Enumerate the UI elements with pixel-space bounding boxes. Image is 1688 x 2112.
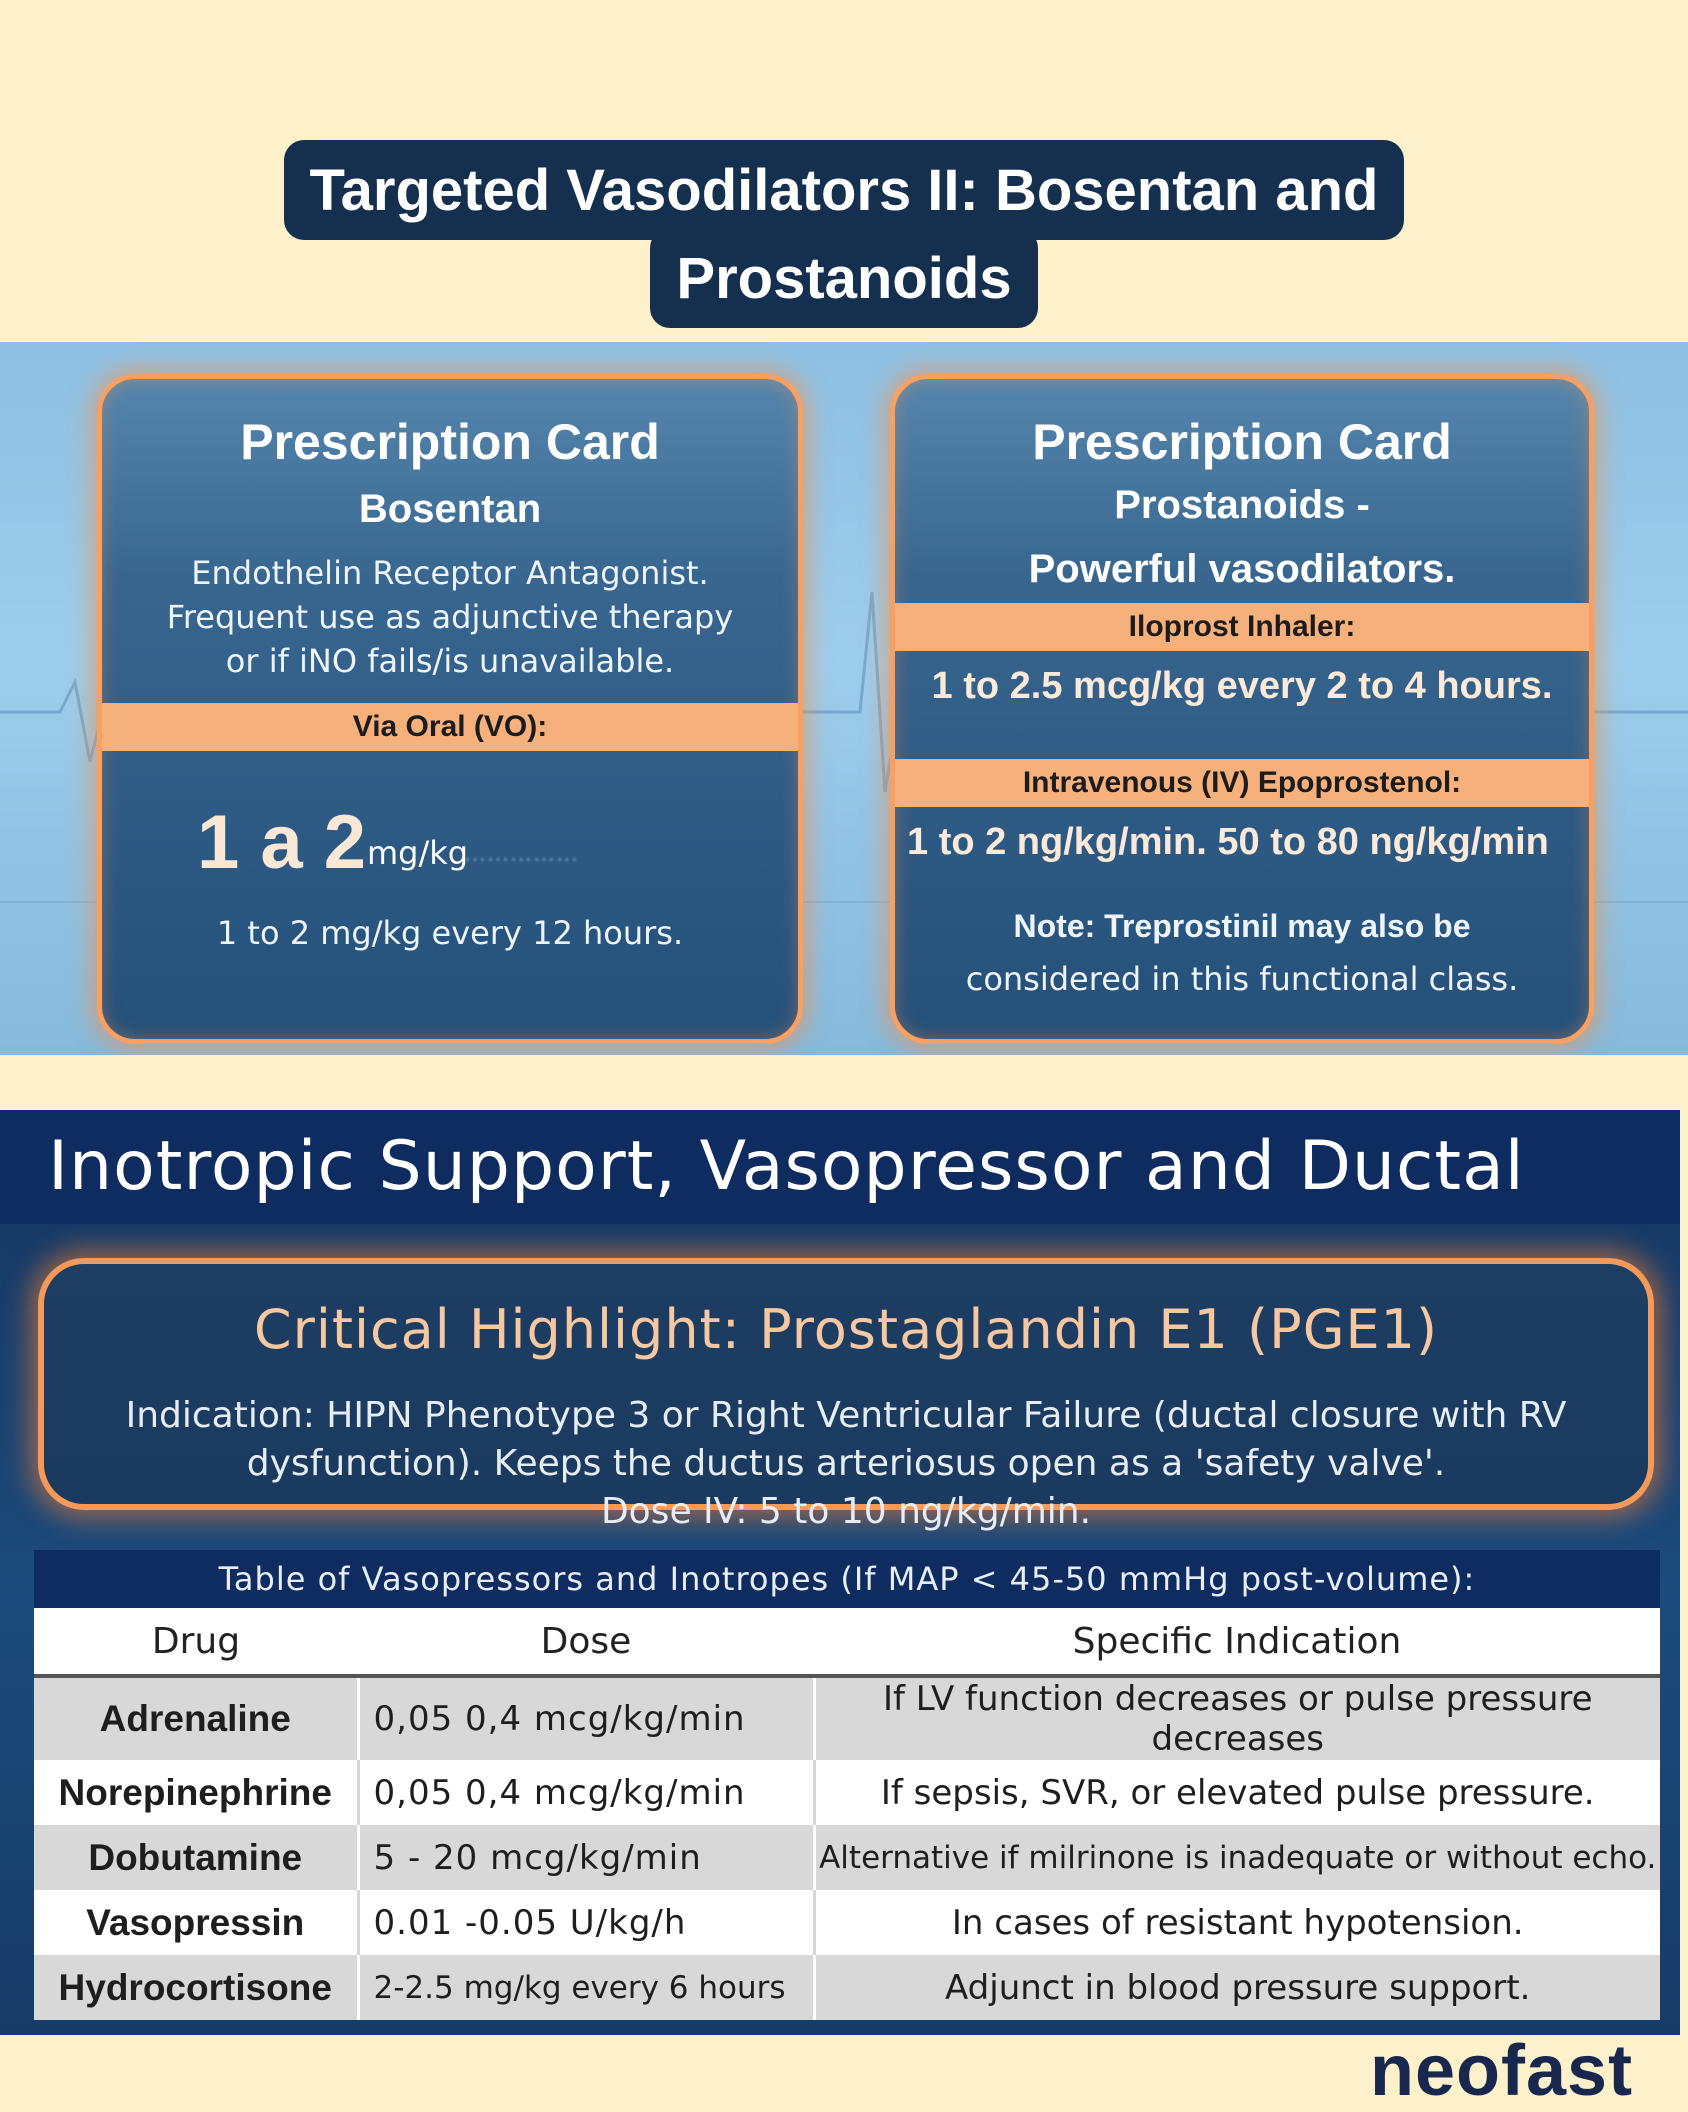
description-line: Frequent use as adjunctive therapy	[166, 598, 734, 636]
table-row	[34, 1676, 1660, 1760]
page-title: Targeted Vasodilators II: Bosentan and	[284, 140, 1405, 240]
dose-cell: 5 - 20 mcg/kg/min	[358, 1825, 814, 1890]
drug-cell: Vasopressin	[34, 1890, 358, 1955]
column-header-drug: Drug	[34, 1608, 358, 1676]
card-title: Prescription Card	[240, 414, 660, 470]
highlight-line: Dose IV: 5 to 10 ng/kg/min.	[600, 1491, 1092, 1532]
blurred-text: ……………	[464, 842, 579, 867]
card-subtitle: Powerful vasodilators.	[1028, 547, 1456, 591]
highlight-line: Indication: HIPN Phenotype 3 or Right Ventricular Failure (ductal closure with RV	[125, 1395, 1567, 1436]
note-text: considered in this functional class.	[965, 960, 1519, 998]
drug-cell: Adrenaline	[34, 1676, 358, 1760]
description-line: Endothelin Receptor Antagonist.	[191, 554, 709, 592]
column-header-dose: Dose	[358, 1608, 814, 1676]
dose-cell: 0.01 -0.05 U/kg/h	[358, 1890, 814, 1955]
highlight-line: dysfunction). Keeps the ductus arteriosus open as a 'safety valve'.	[246, 1443, 1446, 1484]
page-title-line-2	[0, 228, 1688, 328]
table-header-row	[34, 1608, 1660, 1676]
indication-cell: If sepsis, SVR, or elevated pulse pressure.	[814, 1760, 1660, 1825]
drug-table	[34, 1608, 1660, 2020]
epoprostenol-band: Intravenous (IV) Epoprostenol:	[895, 759, 1589, 807]
indication-cell: Adjunct in blood pressure support.	[814, 1955, 1660, 2020]
prescription-panel	[0, 342, 1688, 1055]
big-dose-unit: mg/kg	[367, 834, 469, 872]
inotropic-panel	[0, 1224, 1680, 2035]
page-title-line-1	[0, 140, 1688, 240]
dose-cell: 0,05 0,4 mcg/kg/min	[358, 1760, 814, 1825]
dose-cell: 0,05 0,4 mcg/kg/min	[358, 1676, 814, 1760]
dose-text: 1 to 2 mg/kg every 12 hours.	[216, 914, 684, 952]
page-title-continued: Prostanoids	[650, 228, 1037, 328]
highlight-text	[44, 1392, 1648, 1536]
iloprost-band: Iloprost Inhaler:	[895, 603, 1589, 651]
description-line: or if iNO fails/is unavailable.	[225, 642, 675, 680]
drug-cell: Norepinephrine	[34, 1760, 358, 1825]
route-band: Via Oral (VO):	[102, 703, 798, 751]
dose-cell: 2-2.5 mg/kg every 6 hours	[358, 1955, 814, 2020]
pge1-highlight-box	[38, 1258, 1654, 1532]
vasopressor-table	[34, 1550, 1660, 2017]
drug-description	[102, 551, 798, 683]
drug-name: Bosentan	[358, 487, 542, 531]
table-row	[34, 1890, 1660, 1955]
indication-cell: If LV function decreases or pulse pressure decreases	[814, 1676, 1660, 1760]
card-subtitle: Prostanoids -	[1114, 483, 1370, 527]
column-header-indication: Specific Indication	[814, 1608, 1660, 1676]
bosentan-prescription-card	[97, 374, 803, 1044]
highlight-title: Critical Highlight: Prostaglandin E1 (PGE1)	[253, 1298, 1439, 1361]
table-caption: Table of Vasopressors and Inotropes (If MAP < 45-50 mmHg post-volume):	[34, 1550, 1660, 1608]
section-header: Inotropic Support, Vasopressor and Ductal	[0, 1110, 1680, 1224]
table-row	[34, 1760, 1660, 1825]
indication-cell: Alternative if milrinone is inadequate or without echo.	[814, 1825, 1660, 1890]
drug-cell: Hydrocortisone	[34, 1955, 358, 2020]
table-row	[34, 1825, 1660, 1890]
indication-cell: In cases of resistant hypotension.	[814, 1890, 1660, 1955]
card-title: Prescription Card	[1032, 414, 1452, 470]
note-text: Note: Treprostinil may also be	[1013, 908, 1471, 944]
neofast-logo: neofast	[1370, 2031, 1634, 2111]
drug-cell: Dobutamine	[34, 1825, 358, 1890]
epoprostenol-dose: 1 to 2 ng/kg/min. 50 to 80 ng/kg/min	[907, 821, 1549, 863]
table-row	[34, 1955, 1660, 2020]
iloprost-dose: 1 to 2.5 mcg/kg every 2 to 4 hours.	[931, 665, 1553, 707]
prostanoids-prescription-card	[890, 374, 1594, 1044]
big-dose-value: 1 a 2	[197, 800, 367, 885]
